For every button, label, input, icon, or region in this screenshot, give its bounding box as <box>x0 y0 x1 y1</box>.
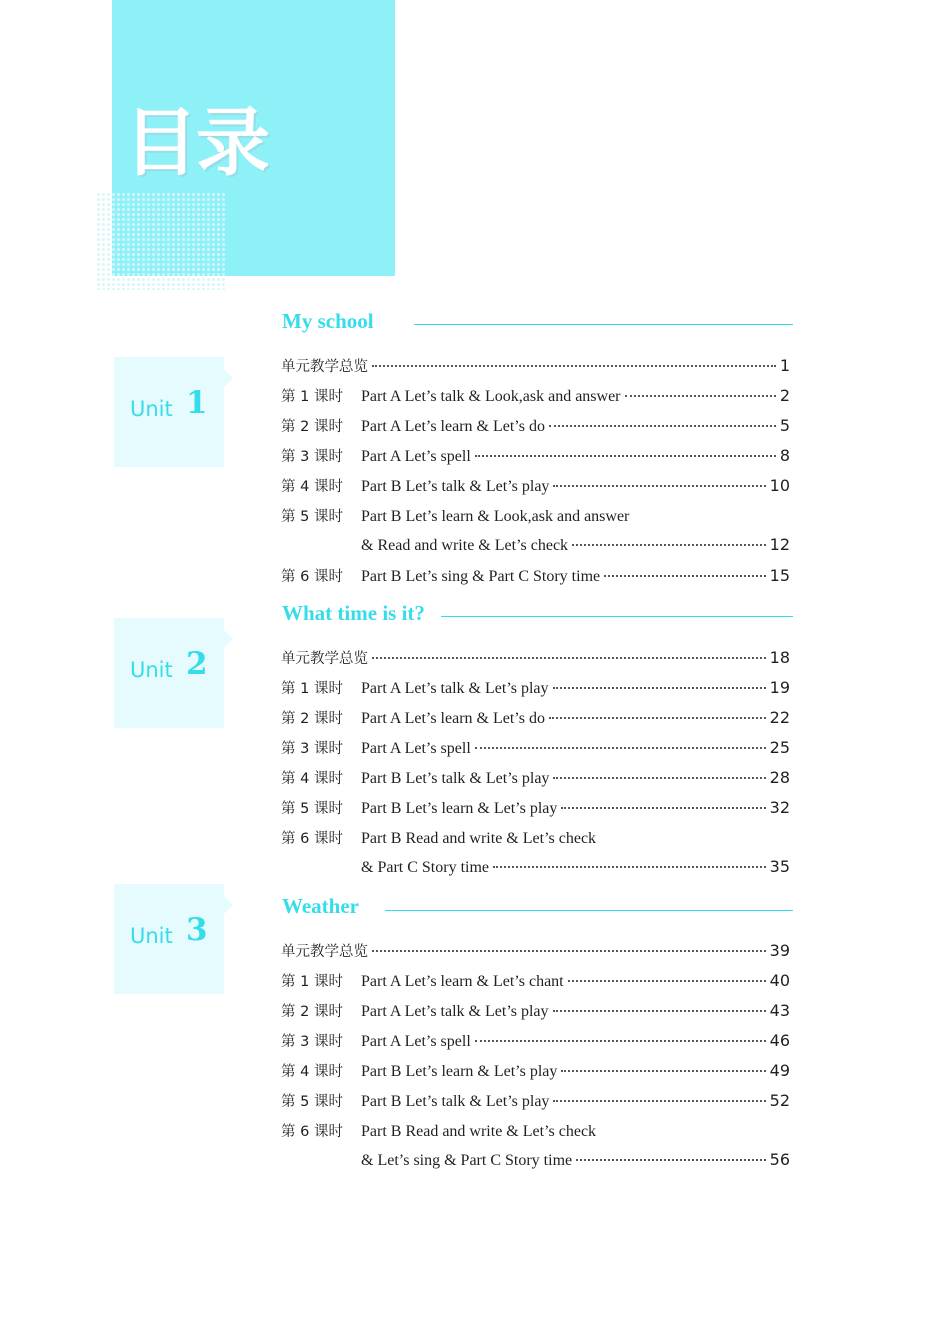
entry-title: Part A Let’s talk & Look,ask and answer <box>361 388 621 405</box>
entry-title: Part A Let’s spell <box>361 448 471 465</box>
lesson-label: 第 6 课时 <box>281 831 343 847</box>
dot-leader <box>553 1100 765 1102</box>
page-number: 43 <box>769 1001 790 1020</box>
toc-row[interactable] <box>281 1120 790 1142</box>
section-title: Weather <box>282 894 359 918</box>
page-number: 8 <box>779 446 790 465</box>
page-number: 5 <box>779 416 790 435</box>
entry-title-continuation: & Let’s sing & Part C Story time <box>361 1152 573 1169</box>
section-title: My school <box>282 309 374 333</box>
toc-row[interactable] <box>281 1090 790 1112</box>
lesson-label: 第 4 课时 <box>281 1064 343 1080</box>
dot-leader <box>372 950 766 952</box>
toc-row[interactable] <box>281 1000 790 1022</box>
page-number: 56 <box>769 1150 790 1169</box>
dot-pattern-decoration <box>96 192 226 290</box>
entry-title: Part B Let’s talk & Let’s play <box>361 770 550 787</box>
lesson-label: 第 5 课时 <box>281 509 343 525</box>
entry-title: Part B Let’s sing & Part C Story time <box>361 568 601 585</box>
page-number: 52 <box>769 1091 790 1110</box>
toc-row[interactable] <box>281 565 790 587</box>
dot-leader <box>625 395 776 397</box>
section-divider <box>414 324 793 325</box>
page-number: 22 <box>769 708 790 727</box>
page-number: 10 <box>769 476 790 495</box>
lesson-label: 第 1 课时 <box>281 974 343 990</box>
toc-row[interactable] <box>281 415 790 437</box>
section-divider <box>385 910 793 911</box>
toc-row-continuation[interactable] <box>361 535 790 557</box>
dot-leader <box>561 1070 765 1072</box>
lesson-label: 第 3 课时 <box>281 449 343 465</box>
overview-label: 单元教学总览 <box>281 944 368 960</box>
page-number: 1 <box>779 356 790 375</box>
toc-row[interactable] <box>281 677 790 699</box>
toc-row[interactable] <box>281 1060 790 1082</box>
toc-row[interactable] <box>281 385 790 407</box>
toc-row-overview[interactable] <box>281 647 790 669</box>
page-number: 25 <box>769 738 790 757</box>
dot-leader <box>549 425 776 427</box>
unit-number: 1 <box>186 385 208 421</box>
dot-leader <box>576 1159 766 1161</box>
dot-leader <box>493 866 766 868</box>
page-number: 46 <box>769 1031 790 1050</box>
lesson-label: 第 2 课时 <box>281 711 343 727</box>
dot-leader <box>568 980 766 982</box>
overview-label: 单元教学总览 <box>281 651 368 667</box>
lesson-label: 第 6 课时 <box>281 569 343 585</box>
unit-badge <box>114 618 224 728</box>
entry-title-continuation: & Read and write & Let’s check <box>361 537 569 554</box>
page-number: 15 <box>769 566 790 585</box>
page-number: 12 <box>769 535 790 554</box>
toc-row[interactable] <box>281 445 790 467</box>
lesson-label: 第 2 课时 <box>281 419 343 435</box>
dot-leader <box>372 365 776 367</box>
dot-leader <box>372 657 766 659</box>
dot-leader <box>549 717 766 719</box>
toc-row[interactable] <box>281 827 790 849</box>
lesson-label: 第 1 课时 <box>281 681 343 697</box>
section-title: What time is it? <box>282 601 425 625</box>
dot-leader <box>475 455 776 457</box>
entry-title: Part B Let’s learn & Let’s play <box>361 1063 558 1080</box>
unit-number: 2 <box>186 646 208 682</box>
toc-row-continuation[interactable] <box>361 857 790 879</box>
lesson-label: 第 5 课时 <box>281 1094 343 1110</box>
page-number: 49 <box>769 1061 790 1080</box>
entry-title: Part B Let’s talk & Let’s play <box>361 1093 550 1110</box>
page-number: 40 <box>769 971 790 990</box>
toc-row[interactable] <box>281 767 790 789</box>
toc-row[interactable] <box>281 1030 790 1052</box>
toc-row[interactable] <box>281 505 790 527</box>
entry-title: Part A Let’s spell <box>361 1033 471 1050</box>
toc-row[interactable] <box>281 970 790 992</box>
section-divider <box>441 616 793 617</box>
dot-leader <box>475 1040 766 1042</box>
lesson-label: 第 6 课时 <box>281 1124 343 1140</box>
entry-title: Part B Read and write & Let’s check <box>361 830 597 847</box>
page-number: 35 <box>769 857 790 876</box>
page-number: 39 <box>769 941 790 960</box>
entry-title: Part A Let’s spell <box>361 740 471 757</box>
lesson-label: 第 4 课时 <box>281 479 343 495</box>
lesson-label: 第 3 课时 <box>281 1034 343 1050</box>
lesson-label: 第 1 课时 <box>281 389 343 405</box>
toc-row[interactable] <box>281 797 790 819</box>
dot-leader <box>561 807 765 809</box>
entry-title: Part A Let’s talk & Let’s play <box>361 680 549 697</box>
dot-leader <box>604 575 766 577</box>
toc-row-overview[interactable] <box>281 940 790 962</box>
lesson-label: 第 2 课时 <box>281 1004 343 1020</box>
entry-title: Part B Let’s learn & Let’s play <box>361 800 558 817</box>
page-title: 目录 <box>124 100 268 186</box>
entry-title: Part B Let’s learn & Look,ask and answer <box>361 508 630 525</box>
entry-title: Part A Let’s learn & Let’s do <box>361 418 545 435</box>
page-number: 2 <box>779 386 790 405</box>
toc-row-overview[interactable] <box>281 355 790 377</box>
lesson-label: 第 4 课时 <box>281 771 343 787</box>
page-number: 19 <box>769 678 790 697</box>
page-number: 28 <box>769 768 790 787</box>
page-number: 32 <box>769 798 790 817</box>
toc-row[interactable] <box>281 707 790 729</box>
unit-label: Unit <box>130 397 173 421</box>
toc-row[interactable] <box>281 737 790 759</box>
toc-row[interactable] <box>281 475 790 497</box>
dot-leader <box>553 1010 766 1012</box>
unit-number: 3 <box>186 912 208 948</box>
unit-badge <box>114 357 224 467</box>
dot-leader <box>572 544 766 546</box>
page-number: 18 <box>769 648 790 667</box>
unit-label: Unit <box>130 924 173 948</box>
entry-title: Part A Let’s talk & Let’s play <box>361 1003 549 1020</box>
entry-title: Part A Let’s learn & Let’s do <box>361 710 545 727</box>
entry-title: Part B Read and write & Let’s check <box>361 1123 597 1140</box>
dot-leader <box>553 687 766 689</box>
toc-row-continuation[interactable] <box>361 1150 790 1172</box>
lesson-label: 第 3 课时 <box>281 741 343 757</box>
dot-leader <box>553 485 765 487</box>
entry-title-continuation: & Part C Story time <box>361 859 489 876</box>
lesson-label: 第 5 课时 <box>281 801 343 817</box>
dot-leader <box>475 747 766 749</box>
unit-badge <box>114 884 224 994</box>
unit-label: Unit <box>130 658 173 682</box>
entry-title: Part A Let’s learn & Let’s chant <box>361 973 564 990</box>
overview-label: 单元教学总览 <box>281 359 368 375</box>
dot-leader <box>553 777 765 779</box>
entry-title: Part B Let’s talk & Let’s play <box>361 478 550 495</box>
